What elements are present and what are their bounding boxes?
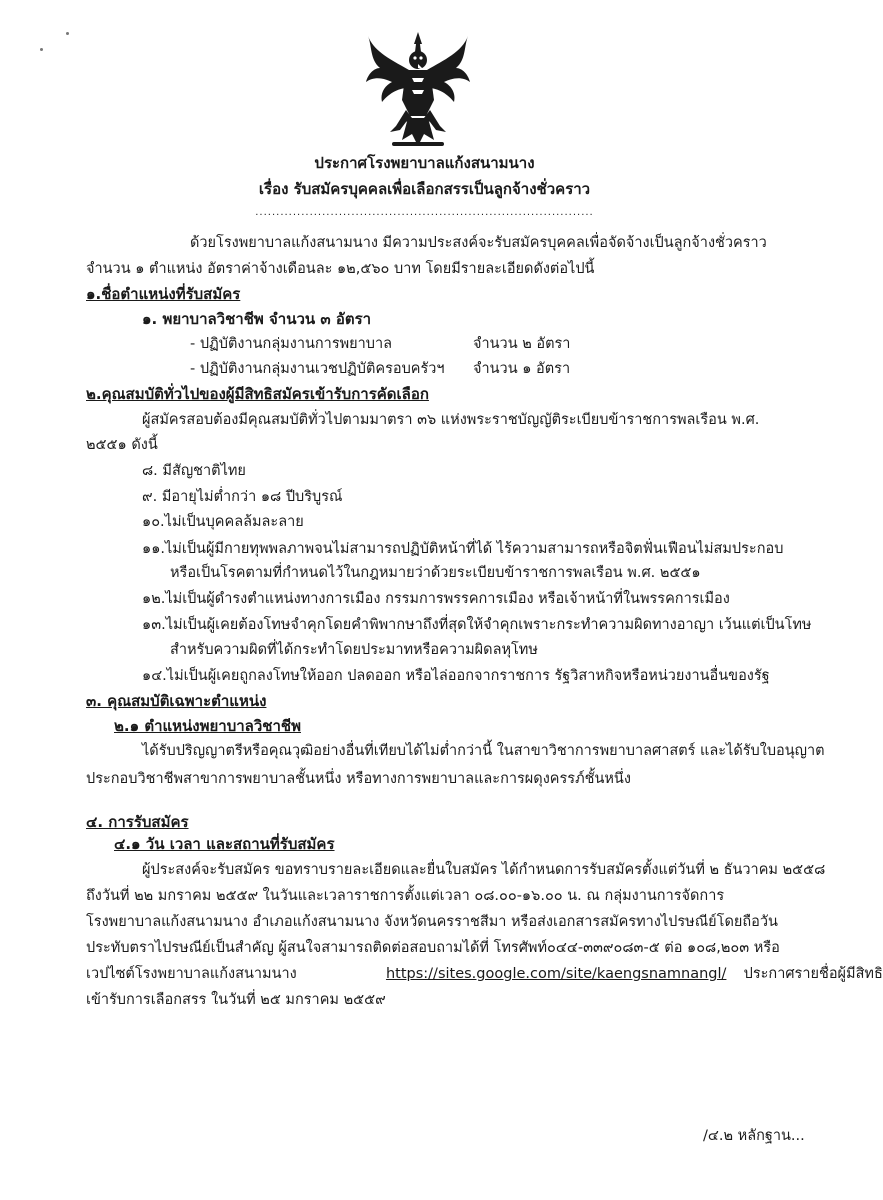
section-3-heading: [86, 691, 266, 711]
section-2-para-line-1: ผู้สมัครสอบต้องมีคุณสมบัติทั่วไปตามมาตรา ๓๖ แห่งพระราชบัญญัติระเบียบข้าราชการพลเรือน พ.ศ.: [142, 412, 760, 428]
qualification-item-13-line-1: ๑๓.ไม่เป็นผู้เคยต้องโทษจำคุกโดยคำพิพากษาถึงที่สุดให้จำคุกเพราะกระทำความผิดทางอาญา เว้นแต่เป็นโทษ: [142, 617, 812, 633]
section-4-line-4: ประทับตราไปรษณีย์เป็นสำคัญ ผู้สนใจสามารถติดต่อสอบถามได้ที่ โทรศัพท์๐๔๔-๓๓๙๐๘๓-๕ ต่อ ๑๐๘,๒๐๓ หรือ: [86, 940, 780, 956]
qualification-item-14: ๑๔.ไม่เป็นผู้เคยถูกลงโทษให้ออก ปลดออก หรือไล่ออกจากราชการ รัฐวิสาหกิจหรือหน่วยงานอื่นของรัฐ: [142, 668, 770, 684]
section-4-heading: ๔. การรับสมัคร: [86, 813, 189, 831]
announcement-title: ประกาศโรงพยาบาลแก้งสนามนาง: [314, 154, 535, 172]
position-nurse: ๑. พยาบาลวิชาชีพ จำนวน ๓ อัตรา: [142, 310, 372, 328]
position-sub-1-label: - ปฏิบัติงานกลุ่มงานการพยาบาล: [190, 336, 393, 352]
qualification-item-11-line-1: ๑๑.ไม่เป็นผู้มีกายทุพพลภาพจนไม่สามารถปฏิบัติหน้าที่ได้ ไร้ความสามารถหรือจิตฟั่นเฟือนไม่สมประกอบ: [142, 541, 784, 557]
announcement-subject: เรื่อง รับสมัครบุคคลเพื่อเลือกสรรเป็นลูกจ้างชั่วคราว: [258, 180, 591, 198]
header-divider: .................................................................................: [255, 207, 594, 218]
scan-speck: [40, 48, 43, 51]
position-sub-2-label: - ปฏิบัติงานกลุ่มงานเวชปฏิบัติครอบครัวฯ: [190, 361, 445, 377]
section-2-para-line-2: ๒๕๕๑ ดังนี้: [86, 437, 158, 453]
section-3-para-line-2: ประกอบวิชาชีพสาขาการพยาบาลชั้นหนึ่ง หรือทางการพยาบาลและการผดุงครรภ์ชั้นหนึ่ง: [86, 771, 631, 787]
position-sub-2-count: จำนวน ๑ อัตรา: [473, 361, 571, 377]
website-link[interactable]: https://sites.google.com/site/kaengsnamnangl/: [385, 966, 727, 982]
website-label: เวปไซต์โรงพยาบาลแก้งสนามนาง: [86, 966, 297, 982]
qualification-item-10: ๑๐.ไม่เป็นบุคคลล้มละลาย: [142, 514, 304, 530]
section-4-subheading: ๔.๑ วัน เวลา และสถานที่รับสมัคร: [114, 835, 335, 853]
intro-line-1: ด้วยโรงพยาบาลแก้งสนามนาง มีความประสงค์จะรับสมัครบุคคลเพื่อจัดจ้างเป็นลูกจ้างชั่วคราว: [190, 235, 767, 251]
section-2-heading: ๒.คุณสมบัติทั่วไปของผู้มีสิทธิสมัครเข้ารับการคัดเลือก: [86, 385, 429, 403]
position-sub-1-count: จำนวน ๒ อัตรา: [473, 336, 571, 352]
scan-speck: [66, 32, 69, 35]
garuda-emblem-icon: [362, 30, 474, 148]
section-4-line-6: เข้ารับการเลือกสรร ในวันที่ ๒๕ มกราคม ๒๕๕๙: [86, 992, 386, 1008]
section-4-line-1: ผู้ประสงค์จะรับสมัคร ขอทราบรายละเอียดและยื่นใบสมัคร ได้กำหนดการรับสมัครตั้งแต่วันที่ ๒ ธันวาคม ๒๕๕๘: [142, 862, 826, 878]
qualification-item-8: ๘. มีสัญชาติไทย: [142, 463, 246, 479]
qualification-item-13-line-2: สำหรับความผิดที่ได้กระทำโดยประมาทหรือความผิดลหุโทษ: [170, 642, 538, 658]
page-continuation: /๔.๒ หลักฐาน...: [703, 1128, 805, 1144]
section-3-subheading: ๒.๑ ตำแหน่งพยาบาลวิชาชีพ: [114, 717, 301, 735]
section-4-line-5: [86, 964, 883, 984]
qualification-item-11-line-2: หรือเป็นโรคตามที่กำหนดไว้ในกฎหมายว่าด้วยระเบียบข้าราชการพลเรือน พ.ศ. ๒๕๕๑: [170, 565, 701, 581]
section-1-heading: ๑.ชื่อตำแหน่งที่รับสมัคร: [86, 285, 241, 303]
qualification-item-9: ๙. มีอายุไม่ต่ำกว่า ๑๘ ปีบริบูรณ์: [142, 489, 343, 505]
section-4-line-2: ถึงวันที่ ๒๒ มกราคม ๒๕๕๙ ในวันและเวลาราชการตั้งแต่เวลา ๐๘.๐๐-๑๖.๐๐ น. ณ กลุ่มงานการจัดการ: [86, 888, 725, 904]
section-3-heading-text: ๓. คุณสมบัติเฉพาะตำแหน่ง: [86, 692, 267, 710]
qualification-item-12: ๑๒.ไม่เป็นผู้ดำรงตำแหน่งทางการเมือง กรรมการพรรคการเมือง หรือเจ้าหน้าที่ในพรรคการเมือง: [142, 591, 730, 607]
intro-line-2: จำนวน ๑ ตำแหน่ง อัตราค่าจ้างเดือนละ ๑๒,๕๖๐ บาท โดยมีรายละเอียดดังต่อไปนี้: [86, 261, 595, 277]
section-4-line-3: โรงพยาบาลแก้งสนามนาง อำเภอแก้งสนามนาง จังหวัดนครราชสีมา หรือส่งเอกสารสมัครทางไปรษณีย์โดยถือวัน: [86, 914, 778, 930]
announcement-note: ประกาศรายชื่อผู้มีสิทธิ: [743, 966, 883, 982]
section-3-para-line-1: ได้รับปริญญาตรีหรือคุณวุฒิอย่างอื่นที่เทียบได้ไม่ต่ำกว่านี้ ในสาขาวิชาการพยาบาลศาสตร์ และได้รับใบอนุญาต: [142, 743, 825, 759]
